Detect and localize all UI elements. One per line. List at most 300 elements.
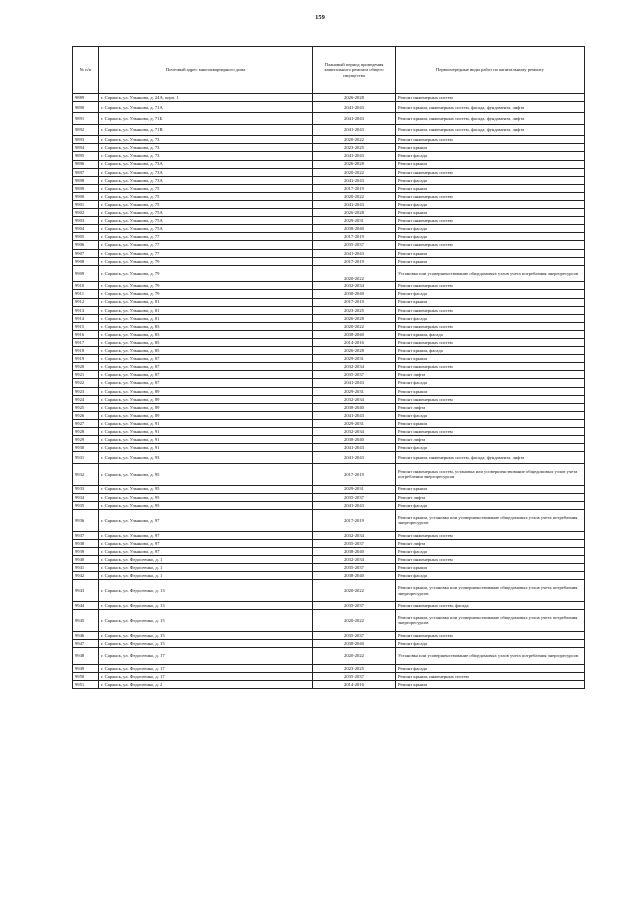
cell-address: г. Саранск, ул. Ульянова, д. 77 [99,241,313,249]
table-row [73,580,585,602]
cell-period: 2035-2037 [313,539,396,547]
cell-num: 9951 [73,680,99,688]
table-row [73,610,585,632]
cell-period: 2032-2034 [313,282,396,290]
cell-works: Ремонт крыши [396,387,585,395]
cell-period: 2026-2028 [313,347,396,355]
cell-address: г. Саранск, ул. Ульянова, д. 24А, корп. 1 [99,94,313,102]
cell-address: г. Саранск, ул. Ульянова, д. 87 [99,371,313,379]
cell-num: 9926 [73,411,99,419]
cell-address: г. Саранск, ул. Ульянова, д. 83 [99,330,313,338]
cell-address: г. Саранск, ул. Федосеенко, д. 17 [99,648,313,665]
cell-works: Ремонт крыши [396,257,585,265]
cell-num: 9891 [73,113,99,124]
cell-address: г. Саранск, ул. Ульянова, д. 75А [99,225,313,233]
cell-period: 2023-2025 [313,306,396,314]
cell-address: г. Саранск, ул. Ульянова, д. 73 [99,144,313,152]
cell-num: 9932 [73,463,99,485]
cell-works: Ремонт инженерных систем [396,339,585,347]
table-row [73,639,585,647]
cell-num: 9935 [73,501,99,509]
cell-num: 9922 [73,379,99,387]
cell-period: 2017-2019 [313,184,396,192]
cell-works: Ремонт крыши, инженерных систем, фасада, фундамента, лифта [396,124,585,135]
cell-address: г. Саранск, ул. Ульянова, д. 95 [99,501,313,509]
table-row [73,411,585,419]
cell-address: г. Саранск, ул. Ульянова, д. 71В [99,124,313,135]
table-row [73,217,585,225]
cell-address: г. Саранск, ул. Ульянова, д. 97 [99,509,313,531]
header-works: Первоочередные виды работ по капитальному ремонту [396,47,585,94]
cell-works: Ремонт крыши, установка или усовершенствование общедомовых узлов учета потребления энергоресурсов [396,610,585,632]
cell-period: 2035-2037 [313,563,396,571]
table-row [73,233,585,241]
cell-address: г. Саранск, ул. Ульянова, д. 79 [99,282,313,290]
table-row [73,371,585,379]
cell-num: 9903 [73,217,99,225]
table-row [73,209,585,217]
cell-num: 9938 [73,539,99,547]
cell-period: 2017-2019 [313,298,396,306]
cell-period: 2041-2043 [313,411,396,419]
cell-period: 2038-2040 [313,290,396,298]
cell-num: 9916 [73,330,99,338]
cell-num: 9920 [73,363,99,371]
cell-num: 9949 [73,664,99,672]
cell-works: Ремонт инженерных систем [396,217,585,225]
cell-works: Ремонт инженерных систем [396,428,585,436]
cell-num: 9906 [73,241,99,249]
table-row [73,436,585,444]
cell-num: 9902 [73,209,99,217]
cell-period: 2014-2016 [313,339,396,347]
cell-period: 2020-2022 [313,610,396,632]
cell-works: Ремонт крыши [396,355,585,363]
table-row [73,379,585,387]
cell-num: 9893 [73,136,99,144]
cell-works: Ремонт инженерных систем, фасада [396,601,585,609]
table-row [73,339,585,347]
cell-num: 9909 [73,265,99,282]
cell-period: 2017-2019 [313,509,396,531]
table-row [73,94,585,102]
cell-address: г. Саранск, ул. Ульянова, д. 79 [99,290,313,298]
cell-num: 9930 [73,444,99,452]
cell-address: г. Саранск, ул. Ульянова, д. 71Б [99,113,313,124]
cell-address: г. Саранск, ул. Ульянова, д. 73 [99,136,313,144]
cell-num: 9898 [73,176,99,184]
cell-period: 2041-2043 [313,379,396,387]
cell-works: Ремонт крыши, инженерных систем, фасада, фундамента, лифта [396,452,585,463]
cell-works: Ремонт инженерных систем [396,306,585,314]
cell-works: Ремонт инженерных систем [396,555,585,563]
cell-address: г. Саранск, ул. Ульянова, д. 91 [99,419,313,427]
cell-works: Ремонт фасада [396,152,585,160]
cell-works: Ремонт инженерных систем [396,531,585,539]
cell-works: Ремонт крыши [396,298,585,306]
cell-works: Ремонт фасада [396,639,585,647]
cell-num: 9900 [73,192,99,200]
table-row [73,249,585,257]
cell-num: 9918 [73,347,99,355]
cell-works: Ремонт инженерных систем [396,282,585,290]
table-row [73,572,585,580]
cell-num: 9943 [73,580,99,602]
cell-works: Ремонт крыши, инженерных систем, фасада, фундамента, лифта [396,102,585,113]
cell-num: 9889 [73,94,99,102]
cell-period: 2032-2034 [313,363,396,371]
header-period: Плановый период проведения капитального ремонта общего имущества [313,47,396,94]
cell-num: 9917 [73,339,99,347]
cell-works: Ремонт фасада [396,233,585,241]
table-row [73,547,585,555]
cell-period: 2029-2031 [313,217,396,225]
cell-address: г. Саранск, ул. Федосеенко, д. 13 [99,580,313,602]
cell-address: г. Саранск, ул. Ульянова, д. 81 [99,314,313,322]
cell-num: 9892 [73,124,99,135]
table-row [73,648,585,665]
table-row [73,428,585,436]
cell-works: Ремонт фасада [396,201,585,209]
cell-period: 2026-2028 [313,94,396,102]
cell-address: г. Саранск, ул. Ульянова, д. 97 [99,539,313,547]
cell-num: 9914 [73,314,99,322]
cell-address: г. Саранск, ул. Ульянова, д. 85 [99,347,313,355]
cell-num: 9945 [73,610,99,632]
cell-period: 2026-2028 [313,209,396,217]
cell-num: 9921 [73,371,99,379]
cell-address: г. Саранск, ул. Федосеенко, д. 1 [99,572,313,580]
table-header-row [73,47,585,94]
cell-works: Ремонт крыши, инженерных систем [396,672,585,680]
cell-works: Ремонт крыши [396,160,585,168]
table-row [73,176,585,184]
table-row [73,241,585,249]
cell-works: Ремонт инженерных систем [396,136,585,144]
cell-works: Ремонт крыши [396,144,585,152]
cell-num: 9937 [73,531,99,539]
cell-address: г. Саранск, ул. Федосеенко, д. 15 [99,639,313,647]
cell-address: г. Саранск, ул. Ульянова, д. 89 [99,387,313,395]
cell-period: 2041-2043 [313,201,396,209]
cell-works: Ремонт крыши, фасада [396,347,585,355]
cell-period: 2035-2037 [313,601,396,609]
cell-address: г. Саранск, ул. Ульянова, д. 77 [99,249,313,257]
table-row [73,201,585,209]
cell-works: Ремонт крыши [396,563,585,571]
cell-works: Ремонт крыши [396,485,585,493]
cell-period: 2017-2019 [313,463,396,485]
cell-period: 2041-2043 [313,102,396,113]
cell-address: г. Саранск, ул. Ульянова, д. 75 [99,184,313,192]
table-row [73,168,585,176]
cell-num: 9913 [73,306,99,314]
cell-period: 2032-2034 [313,555,396,563]
table-row [73,152,585,160]
cell-num: 9904 [73,225,99,233]
cell-num: 9923 [73,387,99,395]
cell-works: Ремонт крыши [396,249,585,257]
capital-repair-table [72,46,585,689]
table-row [73,290,585,298]
table-row [73,355,585,363]
cell-period: 2041-2043 [313,452,396,463]
cell-period: 2026-2028 [313,160,396,168]
table-row [73,493,585,501]
table-row [73,160,585,168]
cell-address: г. Саранск, ул. Ульянова, д. 89 [99,395,313,403]
cell-address: г. Саранск, ул. Ульянова, д. 83 [99,322,313,330]
cell-period: 2029-2031 [313,419,396,427]
cell-works: Ремонт крыши [396,209,585,217]
cell-works: Ремонт фасада [396,176,585,184]
cell-works: Ремонт крыши, фасада [396,330,585,338]
cell-works: Ремонт лифта [396,493,585,501]
cell-address: г. Саранск, ул. Ульянова, д. 95 [99,485,313,493]
cell-period: 2017-2019 [313,257,396,265]
cell-period: 2041-2043 [313,444,396,452]
table-row [73,282,585,290]
cell-address: г. Саранск, ул. Ульянова, д. 73 [99,152,313,160]
cell-address: г. Саранск, ул. Федосеенко, д. 15 [99,631,313,639]
cell-works: Ремонт лифта [396,403,585,411]
table-row [73,501,585,509]
cell-works: Ремонт инженерных систем [396,631,585,639]
cell-num: 9948 [73,648,99,665]
cell-works: Ремонт крыши, установка или усовершенствование общедомовых узлов учета потребления энергоресурсов [396,580,585,602]
table-row [73,419,585,427]
cell-address: г. Саранск, ул. Ульянова, д. 85 [99,339,313,347]
table-row [73,363,585,371]
cell-num: 9947 [73,639,99,647]
cell-period: 2020-2022 [313,648,396,665]
cell-num: 9910 [73,282,99,290]
cell-works: Ремонт инженерных систем [396,322,585,330]
cell-address: г. Саранск, ул. Ульянова, д. 95 [99,493,313,501]
cell-works: Ремонт крыши, установка или усовершенствование общедомовых узлов учета потребления энергоресурсов [396,509,585,531]
cell-works: Ремонт фасада [396,379,585,387]
cell-period: 2041-2043 [313,113,396,124]
cell-address: г. Саранск, ул. Федосеенко, д. 15 [99,610,313,632]
cell-address: г. Саранск, ул. Ульянова, д. 87 [99,363,313,371]
cell-works: Ремонт инженерных систем [396,395,585,403]
cell-works: Ремонт фасада [396,547,585,555]
cell-address: г. Саранск, ул. Ульянова, д. 75А [99,217,313,225]
cell-period: 2035-2037 [313,493,396,501]
cell-num: 9933 [73,485,99,493]
cell-address: г. Саранск, ул. Федосеенко, д. 17 [99,672,313,680]
cell-num: 9946 [73,631,99,639]
cell-address: г. Саранск, ул. Ульянова, д. 89 [99,411,313,419]
cell-period: 2035-2037 [313,672,396,680]
cell-period: 2020-2022 [313,192,396,200]
page-number: 159 [315,14,325,21]
cell-num: 9890 [73,102,99,113]
cell-works: Ремонт лифта [396,371,585,379]
table-row [73,144,585,152]
cell-period: 2041-2043 [313,176,396,184]
cell-num: 9896 [73,160,99,168]
cell-period: 2041-2043 [313,152,396,160]
table-row [73,298,585,306]
cell-address: г. Саранск, ул. Ульянова, д. 77 [99,233,313,241]
cell-period: 2041-2043 [313,249,396,257]
cell-address: г. Саранск, ул. Федосеенко, д. 2 [99,680,313,688]
cell-works: Ремонт лифта [396,539,585,547]
cell-period: 2029-2031 [313,355,396,363]
cell-address: г. Саранск, ул. Ульянова, д. 91 [99,428,313,436]
cell-works: Ремонт фасада [396,501,585,509]
cell-address: г. Саранск, ул. Ульянова, д. 87 [99,379,313,387]
cell-address: г. Саранск, ул. Федосеенко, д. 17 [99,664,313,672]
cell-period: 2038-2040 [313,436,396,444]
table-row [73,485,585,493]
cell-period: 2035-2037 [313,241,396,249]
table-row [73,403,585,411]
cell-period: 2035-2037 [313,631,396,639]
table-row [73,452,585,463]
header-num: № п/п [73,47,99,94]
cell-period: 2041-2043 [313,501,396,509]
cell-works: Ремонт крыши, инженерных систем, фасада, фундамента, лифта [396,113,585,124]
cell-num: 9940 [73,555,99,563]
cell-num: 9894 [73,144,99,152]
cell-address: г. Саранск, ул. Ульянова, д. 97 [99,547,313,555]
cell-num: 9911 [73,290,99,298]
cell-num: 9915 [73,322,99,330]
cell-period: 2023-2025 [313,664,396,672]
table-row [73,257,585,265]
table-row [73,672,585,680]
cell-address: г. Саранск, ул. Ульянова, д. 75А [99,209,313,217]
cell-address: г. Саранск, ул. Федосеенко, д. 13 [99,601,313,609]
cell-period: 2026-2028 [313,314,396,322]
table-row [73,539,585,547]
cell-works: Ремонт фасада [396,411,585,419]
cell-num: 9950 [73,672,99,680]
cell-address: г. Саранск, ул. Ульянова, д. 79 [99,265,313,282]
cell-period: 2020-2022 [313,580,396,602]
cell-period: 2020-2022 [313,265,396,282]
cell-address: г. Саранск, ул. Федосеенко, д. 1 [99,555,313,563]
cell-works: Ремонт фасада [396,664,585,672]
cell-address: г. Саранск, ул. Ульянова, д. 93 [99,452,313,463]
header-address: Почтовый адрес многоквартирного дома [99,47,313,94]
cell-period: 2032-2034 [313,428,396,436]
cell-address: г. Саранск, ул. Ульянова, д. 95 [99,463,313,485]
cell-num: 9929 [73,436,99,444]
cell-num: 9905 [73,233,99,241]
cell-period: 2032-2034 [313,395,396,403]
cell-works: Ремонт инженерных систем [396,94,585,102]
table-row [73,531,585,539]
cell-num: 9907 [73,249,99,257]
table-row [73,463,585,485]
table-row [73,509,585,531]
cell-works: Ремонт крыши [396,184,585,192]
cell-address: г. Саранск, ул. Ульянова, д. 79 [99,257,313,265]
table-row [73,330,585,338]
cell-works: Установка или усовершенствование общедомовых узлов учета потребления энергоресурсов [396,648,585,665]
cell-works: Ремонт лифта [396,436,585,444]
cell-period: 2020-2022 [313,136,396,144]
cell-works: Ремонт фасада [396,314,585,322]
cell-works: Ремонт крыши [396,680,585,688]
cell-period: 2020-2022 [313,168,396,176]
table-row [73,387,585,395]
cell-works: Ремонт инженерных систем [396,241,585,249]
cell-num: 9899 [73,184,99,192]
cell-works: Ремонт фасада [396,572,585,580]
table-row [73,680,585,688]
table-body [73,94,585,689]
cell-num: 9927 [73,419,99,427]
cell-address: г. Саранск, ул. Ульянова, д. 97 [99,531,313,539]
cell-address: г. Саранск, ул. Ульянова, д. 81 [99,298,313,306]
cell-period: 2017-2019 [313,233,396,241]
cell-period: 2023-2025 [313,144,396,152]
cell-address: г. Саранск, ул. Федосеенко, д. 1 [99,563,313,571]
cell-period: 2029-2031 [313,387,396,395]
cell-num: 9939 [73,547,99,555]
cell-num: 9934 [73,493,99,501]
cell-num: 9912 [73,298,99,306]
cell-address: г. Саранск, ул. Ульянова, д. 91 [99,444,313,452]
cell-works: Ремонт инженерных систем [396,363,585,371]
table-row [73,314,585,322]
cell-works: Ремонт фасада [396,444,585,452]
table-row [73,184,585,192]
table-row [73,563,585,571]
cell-address: г. Саранск, ул. Ульянова, д. 73А [99,168,313,176]
table-row [73,306,585,314]
table-row [73,631,585,639]
cell-address: г. Саранск, ул. Ульянова, д. 81 [99,306,313,314]
cell-works: Ремонт инженерных систем [396,192,585,200]
cell-period: 2041-2043 [313,124,396,135]
cell-works: Ремонт фасада [396,225,585,233]
table-row [73,225,585,233]
cell-num: 9944 [73,601,99,609]
cell-period: 2032-2034 [313,531,396,539]
table-row [73,124,585,135]
table-row [73,113,585,124]
table-row [73,395,585,403]
cell-num: 9901 [73,201,99,209]
cell-period: 2038-2040 [313,547,396,555]
cell-num: 9897 [73,168,99,176]
cell-address: г. Саранск, ул. Ульянова, д. 71А [99,102,313,113]
cell-period: 2038-2040 [313,572,396,580]
cell-num: 9924 [73,395,99,403]
cell-works: Установка или усовершенствование общедомовых узлов учета потребления энергоресурсов [396,265,585,282]
table-row [73,347,585,355]
cell-address: г. Саранск, ул. Ульянова, д. 89 [99,403,313,411]
cell-period: 2029-2031 [313,485,396,493]
cell-period: 2020-2022 [313,322,396,330]
cell-address: г. Саранск, ул. Ульянова, д. 73А [99,160,313,168]
cell-period: 2035-2037 [313,371,396,379]
table-row [73,192,585,200]
cell-period: 2038-2040 [313,330,396,338]
cell-num: 9919 [73,355,99,363]
cell-num: 9895 [73,152,99,160]
table-row [73,136,585,144]
cell-address: г. Саранск, ул. Ульянова, д. 91 [99,436,313,444]
cell-num: 9931 [73,452,99,463]
table-row [73,601,585,609]
cell-address: г. Саранск, ул. Ульянова, д. 75 [99,192,313,200]
